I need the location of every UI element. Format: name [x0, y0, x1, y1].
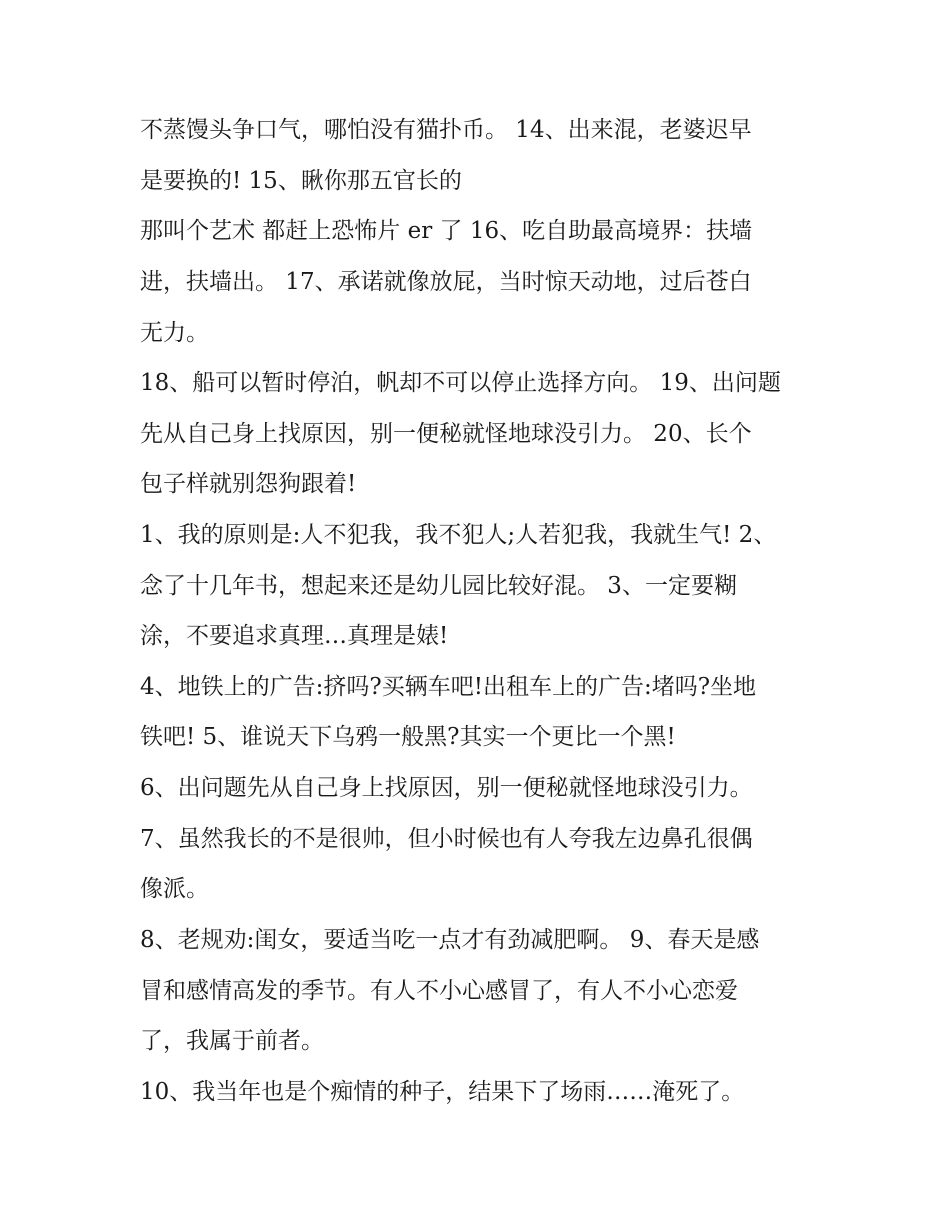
text-line: 进，扶墙出。 17、承诺就像放屁，当时惊天动地，过后苍白 [140, 269, 752, 295]
text-line: 了，我属于前者。 [140, 1028, 324, 1054]
text-line: 1、我的原则是:人不犯我，我不犯人;人若犯我，我就生气! 2、 [140, 522, 777, 548]
text-line: 不蒸馒头争口气，哪怕没有猫扑币。 14、出来混，老婆迟早 [140, 117, 752, 143]
text-line: 10、我当年也是个痴情的种子，结果下了场雨……淹死了。 [140, 1079, 745, 1105]
text-line: 包子样就别怨狗跟着! [140, 471, 357, 497]
text-line: 铁吧! 5、谁说天下乌鸦一般黑?其实一个更比一个黑! [140, 724, 676, 750]
text-line: 18、船可以暂时停泊，帆却不可以停止选择方向。 19、出问题 [140, 370, 781, 396]
text-line: 涂，不要追求真理…真理是婊! [140, 623, 449, 649]
text-line: 先从自己身上找原因，别一便秘就怪地球没引力。 20、长个 [140, 421, 752, 447]
text-line: 是要换的! 15、瞅你那五官长的 [140, 168, 462, 194]
text-line: 无力。 [140, 320, 209, 346]
text-line: 念了十几年书，想起来还是幼儿园比较好混。 3、一定要糊 [140, 573, 737, 599]
text-line: 冒和感情高发的季节。有人不小心感冒了，有人不小心恋爱 [140, 978, 738, 1004]
text-line: 像派。 [140, 876, 209, 902]
text-line: 那叫个艺术 都赶上恐怖片 er 了 16、吃自助最高境界：扶墙 [140, 218, 753, 244]
text-line: 6、出问题先从自己身上找原因，别一便秘就怪地球没引力。 [140, 775, 753, 801]
text-line: 7、虽然我长的不是很帅，但小时候也有人夸我左边鼻孔很偶 [140, 826, 753, 852]
text-line: 8、老规劝:闺女，要适当吃一点才有劲减肥啊。 9、春天是感 [140, 927, 760, 953]
text-line: 4、地铁上的广告:挤吗?买辆车吧!出租车上的广告:堵吗?坐地 [140, 674, 757, 700]
